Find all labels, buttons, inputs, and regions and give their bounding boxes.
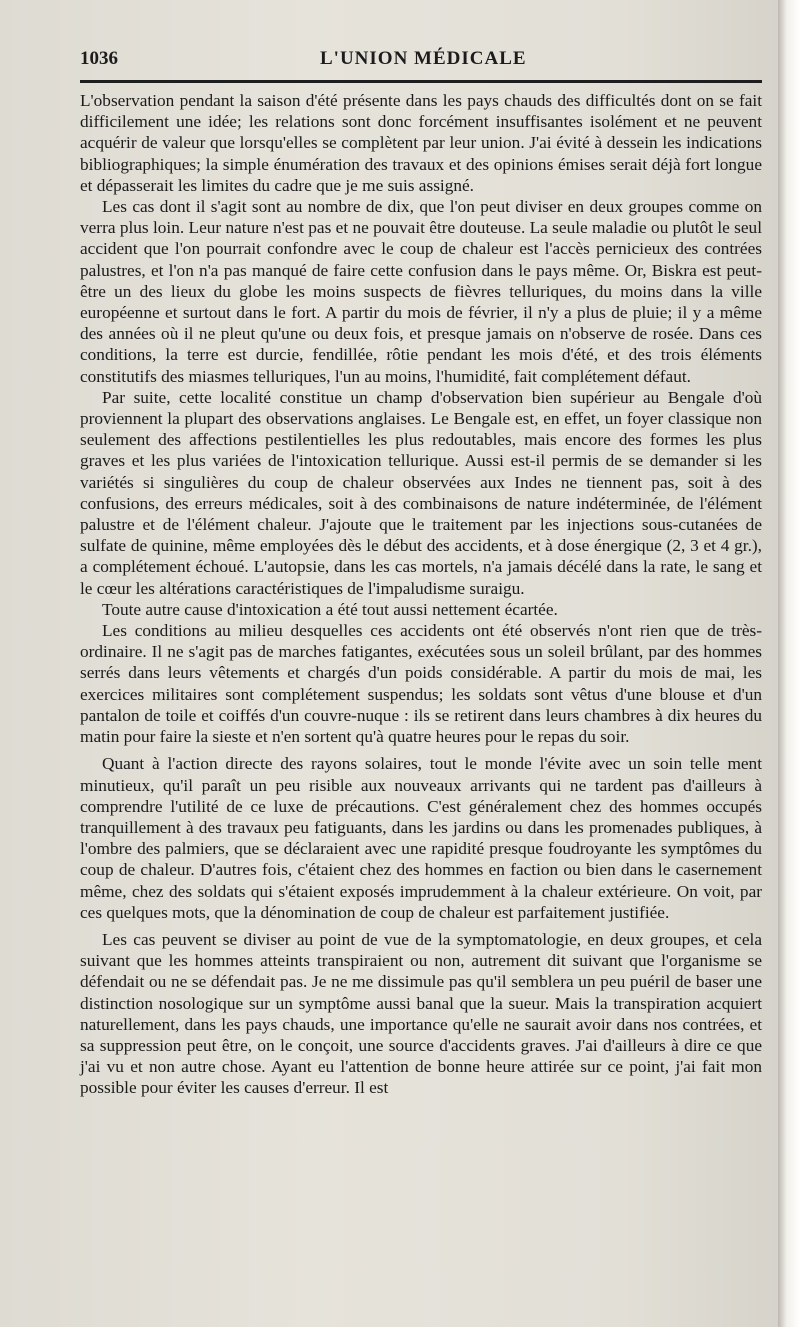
paragraph-2: Les cas dont il s'agit sont au nombre de dix, que l'on peut diviser en deux groupes comme on verra plus loin. Leur nature n'est pas et ne pouvait être douteuse. La seule maladie ou plutôt le seul accident que l'on pourrait confondre avec le coup de chaleur est l'accès pernicieux des contrées palustres, et l'on n'a pas manqué de faire cette confusion dans le pays même. Or, Biskra est peut-être un des lieux du globe les moins suspects de fièvres telluriques, du moins dans la ville européenne et surtout dans le fort. A partir du mois de février, il n'y a plus de pluie; il y a même des années où il ne pleut qu'une ou deux fois, et presque jamais on n'observe de rosée. Dans ces conditions, la terre est durcie, fendillée, rôtie pendant les mois d'été, et des trois éléments constitutifs des miasmes telluriques, l'un au moins, l'humidité, fait complétement défaut. — [80, 197, 762, 386]
running-title: L'UNION MÉDICALE — [320, 48, 527, 69]
paragraph-3: Par suite, cette localité constitue un champ d'observation bien supérieur au Bengale d'où proviennent la plupart des observations anglaises. Le Bengale est, en effet, un foyer classique non seulement des affections pestilentielles les plus redoutables, mais encore des formes les plus graves et les plus variées de l'intoxication tellurique. Aussi est-il permis de se demander si les variétés si singulières du coup de chaleur observées aux Indes ne tiennent pas, soit à des confusions, des erreurs médicales, soit à des combinaisons de nature indéterminée, de l'élément palustre et de l'élément chaleur. J'ajoute que le traitement par les injections sous-cutanées de sulfate de quinine, même employées dès le début des accidents, et à dose énergique (2, 3 et 4 gr.), a complétement échoué. L'autopsie, dans les cas mortels, n'a jamais décélé dans la rate, le sang et le cœur les altérations caractéristiques de l'impaludisme suraigu. — [80, 387, 762, 598]
paragraph-1: L'observation pendant la saison d'été présente dans les pays chauds des difficultés dont on se fait difficilement une idée; les relations sont donc forcément insuffisantes isolément et ne peuvent acquérir de valeur que lorsqu'elles se complètent par leur union. J'ai évité à dessein les indications bibliographiques; la simple énumération des travaux et des opinions émises serait déjà fort longue et dépasserait les limites du cadre que je me suis assigné. — [80, 91, 762, 195]
page-number: 1036 — [80, 48, 118, 69]
paragraph-7: Les cas peuvent se diviser au point de vue de la symptomatologie, en deux groupes, et cela suivant que les hommes atteints transpiraient ou non, autrement dit suivant que l'organisme se défendait ou ne se défendait pas. Je ne me dissimule pas qu'il semblera un peu puéril de baser une distinction nosologique sur un symptôme aussi banal que la sueur. Mais la transpiration acquiert naturellement, dans les pays chauds, une importance qu'elle ne saurait avoir dans nos contrées, et sa suppression peut être, on le conçoit, une source d'accidents graves. J'ai d'ailleurs à dire ce que j'ai vu et non autre chose. Ayant eu l'attention de bonne heure attirée sur ce point, j'ai fait mon possible pour éviter les causes d'erreur. Il est — [80, 929, 762, 1098]
paragraph-4: Toute autre cause d'intoxication a été tout aussi nettement écartée. — [102, 599, 558, 619]
page-header — [80, 48, 762, 72]
header-rule — [80, 80, 762, 83]
paragraph-5: Les conditions au milieu desquelles ces accidents ont été observés n'ont rien que de très-ordinaire. Il ne s'agit pas de marches fatigantes, exécutées sous un soleil brûlant, par des hommes serrés dans leurs vêtements et chargés d'un poids considérable. A partir du mois de mai, les exercices militaires sont complétement suspendus; les soldats sont vêtus d'une blouse et d'un pantalon de toile et coiffés d'un couvre-nuque : ils se retirent dans leurs chambres à dix heures du matin pour faire la sieste et n'en sortent qu'à quatre heures pour le repas du soir. — [80, 621, 762, 747]
paragraph-6: Quant à l'action directe des rayons solaires, tout le monde l'évite avec un soin telle ment minutieux, qu'il paraît un peu risible aux nouveaux arrivants qui ne tardent pas d'ailleurs à comprendre l'utilité de ce luxe de précautions. C'est généralement chez des hommes occupés tranquillement à des travaux peu fatiguants, dans les jardins ou dans les promenades publiques, à l'ombre des palmiers, que se déclaraient avec une rapidité presque foudroyante les symptômes du coup de chaleur. D'autres fois, c'étaient chez des hommes en faction ou bien dans le casernement même, chez des soldats qui s'étaient exposés imprudemment à la chaleur extérieure. On voit, par ces quelques mots, que la dénomination de coup de chaleur est parfaitement justifiée. — [80, 754, 762, 922]
article-body — [80, 90, 762, 1099]
page-edge — [778, 0, 800, 1327]
